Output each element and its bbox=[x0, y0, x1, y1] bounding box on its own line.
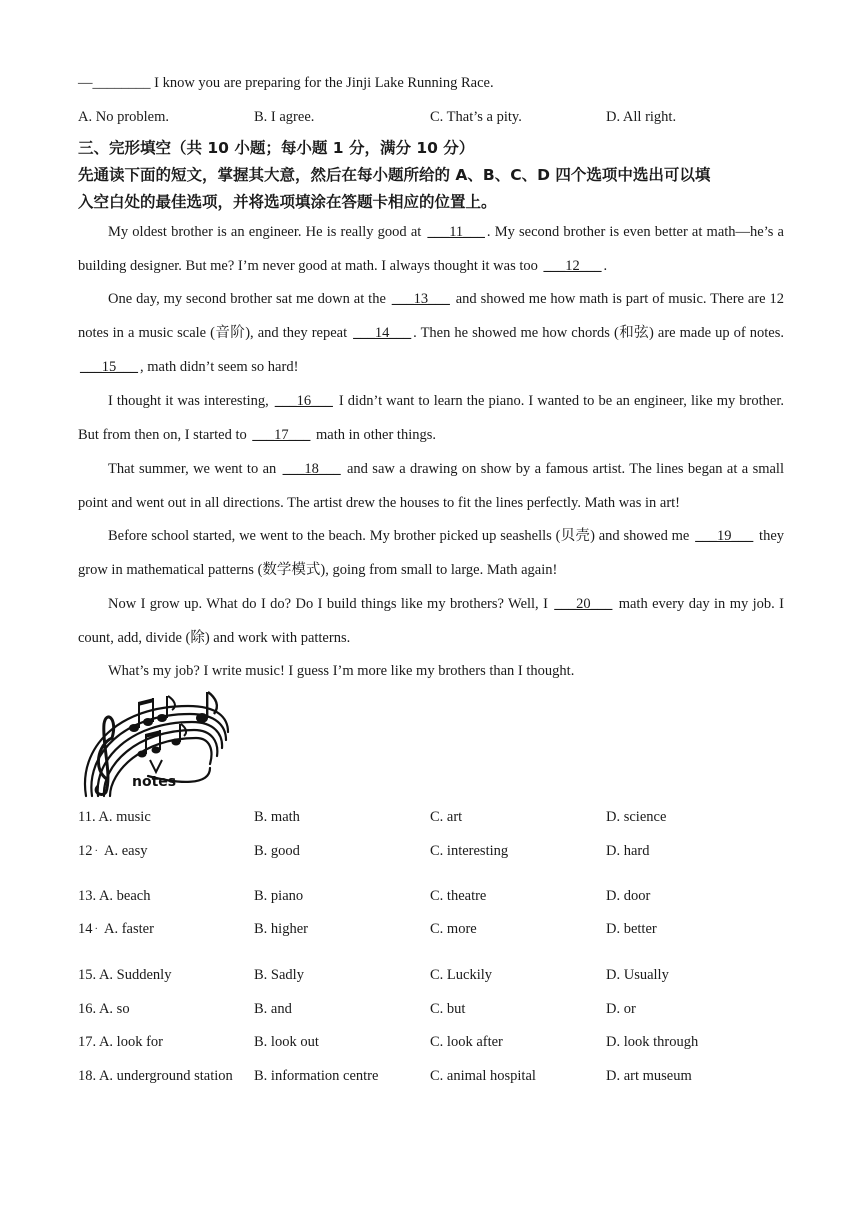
q14-option-b: B. higher bbox=[254, 921, 308, 937]
q14-option-c: C. more bbox=[430, 921, 477, 937]
q15-option-b: B. Sadly bbox=[254, 967, 304, 983]
section-instruction-2: 入空白处的最佳选项，并将选项填涂在答题卡相应的位置上。 bbox=[78, 193, 497, 211]
q14-option-d: D. better bbox=[606, 921, 657, 937]
q13-option-c: C. theatre bbox=[430, 888, 487, 904]
music-notes-illustration bbox=[78, 688, 234, 800]
q13-option-a: 13. A. beach bbox=[78, 888, 151, 904]
text: they grow in mathematical patterns (数学模式), going from small to large. Math again! bbox=[78, 528, 785, 578]
option-a: A. No problem. bbox=[78, 109, 170, 125]
text: and saw a drawing on show by a famous artist. The lines began at a small point and went out in all directions. The artist drew the houses to fit the lines perfectly. Math was in art! bbox=[78, 461, 784, 511]
option-c: C. That’s a pity. bbox=[430, 109, 522, 125]
question-line: —________ I know you are preparing for the Jinji Lake Running Race. bbox=[78, 75, 494, 91]
q11-option-a: 11. A. music bbox=[78, 809, 151, 825]
option-b: B. I agree. bbox=[254, 109, 315, 125]
text: math every day in my job. I count, add, divide (除) and work with patterns. bbox=[78, 596, 784, 646]
text: One day, my second brother sat me down at the bbox=[108, 291, 390, 307]
section-instruction-1: 先通读下面的短文，掌握其大意，然后在每小题所给的 A、B、C、D 四个选项中选出可以填 bbox=[78, 166, 711, 184]
text: . bbox=[603, 258, 608, 274]
q11-option-b: B. math bbox=[254, 809, 300, 825]
blank-12: ___12___ bbox=[543, 258, 602, 274]
blank-14: ___14___ bbox=[353, 325, 412, 341]
q18-option-d: D. art museum bbox=[606, 1068, 692, 1084]
q12-option-a: A. easy bbox=[104, 843, 148, 859]
q13-option-b: B. piano bbox=[254, 888, 304, 904]
q14-dot: . bbox=[95, 921, 98, 932]
text: math in other things. bbox=[312, 427, 436, 443]
q12-number: 12 bbox=[78, 843, 93, 859]
text: That summer, we went to an bbox=[108, 461, 281, 477]
text: . My second brother is even better at math—he’s a building designer. But me? I’m never good at math. I always thought it was too bbox=[78, 224, 784, 274]
blank-19: ___19___ bbox=[695, 528, 754, 544]
text: . Then he showed me how chords (和弦) are made up of notes. bbox=[413, 325, 784, 341]
q12-dot: . bbox=[95, 843, 98, 854]
notes-label: notes bbox=[132, 774, 177, 790]
paragraph-6 bbox=[78, 587, 784, 655]
blank-13: ___13___ bbox=[391, 291, 450, 307]
blank-20: ___20___ bbox=[554, 596, 613, 612]
paragraph-3 bbox=[78, 384, 784, 452]
section-title: 三、完形填空（共 10 小题；每小题 1 分，满分 10 分） bbox=[78, 139, 475, 157]
text: My oldest brother is an engineer. He is really good at bbox=[108, 224, 426, 240]
paragraph-1 bbox=[78, 215, 784, 283]
q17-option-b: B. look out bbox=[254, 1034, 319, 1050]
text: and showed me how math is part of music. There are 12 notes in a music scale (音阶), and they repeat bbox=[78, 291, 784, 341]
q15-option-a: 15. A. Suddenly bbox=[78, 967, 172, 983]
paragraph-5 bbox=[78, 519, 784, 587]
text: Now I grow up. What do I do? Do I build things like my brothers? Well, I bbox=[108, 596, 553, 612]
q11-option-d: D. science bbox=[606, 809, 667, 825]
blank-18: ___18___ bbox=[282, 461, 341, 477]
blank-15: ___15___ bbox=[80, 359, 138, 375]
q17-option-c: C. look after bbox=[430, 1034, 503, 1050]
q17-option-d: D. look through bbox=[606, 1034, 699, 1050]
q17-option-a: 17. A. look for bbox=[78, 1034, 163, 1050]
q13-option-d: D. door bbox=[606, 888, 651, 904]
q11-option-c: C. art bbox=[430, 809, 463, 825]
q12-option-b: B. good bbox=[254, 843, 300, 859]
text: I didn’t want to learn the piano. I wanted to be an engineer, like my brother. But from then on, I started to bbox=[78, 393, 785, 443]
q16-option-c: C. but bbox=[430, 1001, 466, 1017]
q12-option-d: D. hard bbox=[606, 843, 650, 859]
blank-17: ___17___ bbox=[252, 427, 311, 443]
q14-option-a: A. faster bbox=[104, 921, 154, 937]
q14-number: 14 bbox=[78, 921, 93, 937]
paragraph-4 bbox=[78, 452, 784, 520]
blank-11: ___11___ bbox=[427, 224, 485, 240]
q15-option-c: C. Luckily bbox=[430, 967, 493, 983]
text: I thought it was interesting, bbox=[108, 393, 273, 409]
q18-option-a: 18. A. underground station bbox=[78, 1068, 233, 1084]
paragraph-2 bbox=[78, 282, 784, 384]
text: , math didn’t seem so hard! bbox=[140, 359, 299, 375]
text: Before school started, we went to the beach. My brother picked up seashells (贝壳) and showed me bbox=[108, 528, 694, 544]
q16-option-b: B. and bbox=[254, 1001, 292, 1017]
q18-option-c: C. animal hospital bbox=[430, 1068, 536, 1084]
q18-option-b: B. information centre bbox=[254, 1068, 379, 1084]
paragraph-7: What’s my job? I write music! I guess I’m more like my brothers than I thought. bbox=[108, 663, 575, 679]
q15-option-d: D. Usually bbox=[606, 967, 669, 983]
blank-16: ___16___ bbox=[274, 393, 333, 409]
option-d: D. All right. bbox=[606, 109, 677, 125]
q16-option-a: 16. A. so bbox=[78, 1001, 130, 1017]
q12-option-c: C. interesting bbox=[430, 843, 509, 859]
q16-option-d: D. or bbox=[606, 1001, 636, 1017]
